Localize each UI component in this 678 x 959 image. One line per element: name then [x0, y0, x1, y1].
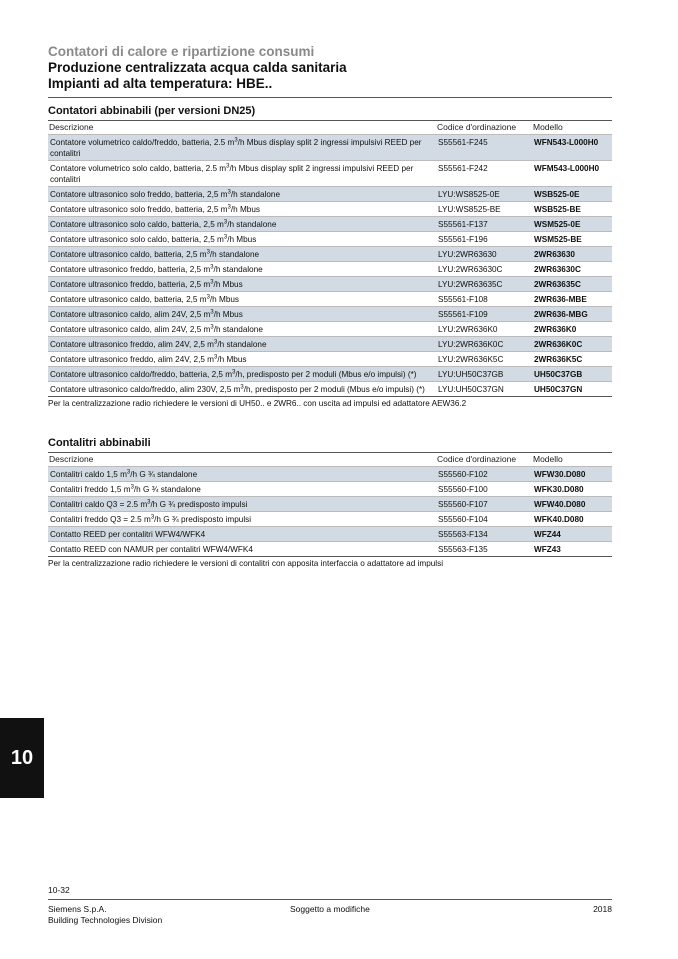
col-header-description: Descrizione [49, 454, 94, 464]
row-description: Contatto REED per contalitri WFW4/WFK4 [50, 529, 206, 539]
row-description: Contalitri freddo 1,5 $m^3/h$ G ¾ standalone [50, 483, 201, 494]
row-description: Contatore volumetrico caldo/freddo, batteria, 2.5 $m^3/h$ Mbus display split 2 ingressi impulsivi REED per contalitri [50, 136, 422, 158]
table-row [48, 511, 612, 526]
category-title: Contatori di calore e ripartizione consumi [48, 44, 315, 59]
row-model: WFZ44 [534, 529, 561, 539]
table-row [48, 276, 612, 291]
row-order-code: S55561-F137 [438, 219, 488, 229]
row-order-code: LYU:WS8525-BE [438, 204, 501, 214]
row-model: 2WR636K5C [534, 354, 583, 364]
row-model: WFW40.D080 [534, 499, 586, 509]
row-order-code: S55561-F196 [438, 234, 488, 244]
chapter-tab: 10 [0, 718, 44, 798]
row-description: Contatore volumetrico solo caldo, batteria, 2.5 $m^3/h$ Mbus display split 2 ingressi impulsivi REED per contalitri [50, 162, 414, 184]
row-order-code: S55561-F109 [438, 309, 488, 319]
section2-column-headers [48, 452, 612, 466]
table-row [48, 134, 612, 160]
table-row [48, 526, 612, 541]
row-model: 2WR63635C [534, 279, 581, 289]
section2-table [48, 466, 612, 556]
row-description: Contatore ultrasonico caldo, alim 24V, 2,5 $m^3/h$ Mbus [50, 308, 243, 319]
table-row [48, 496, 612, 511]
row-description: Contatore ultrasonico solo freddo, batteria, 2,5 $m^3/h$ Mbus [50, 203, 260, 214]
row-model: WFW30.D080 [534, 469, 586, 479]
section1-column-headers [48, 120, 612, 134]
table-row [48, 186, 612, 201]
table-row [48, 351, 612, 366]
table-row [48, 291, 612, 306]
row-description: Contatore ultrasonico freddo, batteria, 2,5 $m^3/h$ Mbus [50, 278, 243, 289]
row-model: WSB525-BE [534, 204, 581, 214]
footer-notice: Soggetto a modifiche [290, 904, 370, 914]
row-order-code: S55560-F104 [438, 514, 488, 524]
row-description: Contatore ultrasonico solo caldo, batteria, 2,5 $m^3/h$ standalone [50, 218, 277, 229]
col-header-description: Descrizione [49, 122, 94, 132]
row-description: Contalitri caldo Q3 = 2.5 $m^3/h$ G ¾ predisposto impulsi [50, 498, 248, 509]
section1-table [48, 134, 612, 396]
row-description: Contalitri caldo 1,5 $m^3/h$ G ¾ standalone [50, 468, 198, 479]
row-order-code: LYU:UH50C37GB [438, 369, 504, 379]
row-model: WFK30.D080 [534, 484, 584, 494]
table-row [48, 306, 612, 321]
page-title-line1: Produzione centralizzata acqua calda sanitaria [48, 60, 347, 75]
row-order-code: LYU:2WR63630 [438, 249, 497, 259]
row-description: Contatore ultrasonico solo freddo, batteria, 2,5 $m^3/h$ standalone [50, 188, 281, 199]
page-number: 10-32 [48, 885, 70, 895]
row-model: WFM543-L000H0 [534, 163, 600, 173]
table-row [48, 336, 612, 351]
row-order-code: LYU:2WR63635C [438, 279, 503, 289]
row-model: 2WR636-MBE [534, 294, 587, 304]
table-row [48, 216, 612, 231]
row-order-code: S55560-F102 [438, 469, 488, 479]
table-row [48, 381, 612, 396]
section1-title: Contatori abbinabili (per versioni DN25) [48, 105, 256, 117]
table-row [48, 321, 612, 336]
row-description: Contatore ultrasonico freddo, batteria, 2,5 $m^3/h$ standalone [50, 263, 263, 274]
table-row [48, 541, 612, 556]
table-row [48, 481, 612, 496]
row-model: WSM525-BE [534, 234, 582, 244]
row-model: UH50C37GN [534, 384, 583, 394]
row-description: Contatore ultrasonico caldo/freddo, alim 230V, 2,5 $m^3/h$, predisposto per 2 moduli (Mbus e/o impulsi) (*) [50, 383, 425, 394]
row-description: Contatore ultrasonico caldo, batteria, 2,5 $m^3/h$ Mbus [50, 293, 240, 304]
table-row [48, 231, 612, 246]
col-header-model: Modello [533, 454, 563, 464]
company-name: Siemens S.p.A. [48, 904, 107, 914]
row-description: Contatto REED con NAMUR per contalitri WFW4/WFK4 [50, 544, 253, 554]
row-description: Contatore ultrasonico freddo, alim 24V, 2,5 $m^3/h$ standalone [50, 338, 267, 349]
table-row [48, 261, 612, 276]
row-description: Contatore ultrasonico caldo, batteria, 2,5 $m^3/h$ standalone [50, 248, 260, 259]
row-model: 2WR63630C [534, 264, 581, 274]
footer-company [48, 904, 162, 926]
title-divider [48, 97, 612, 98]
division-name: Building Technologies Division [48, 915, 163, 925]
row-order-code: S55561-F108 [438, 294, 488, 304]
row-model: 2WR636-MBG [534, 309, 588, 319]
row-model: 2WR63630 [534, 249, 575, 259]
row-model: WFK40.D080 [534, 514, 584, 524]
table-row [48, 366, 612, 381]
row-order-code: LYU:2WR636K0C [438, 339, 504, 349]
row-model: WSB525-0E [534, 189, 580, 199]
page-content [48, 44, 612, 570]
row-model: UH50C37GB [534, 369, 583, 379]
table-row [48, 160, 612, 186]
row-description: Contalitri freddo Q3 = 2.5 $m^3/h$ G ¾ predisposto impulsi [50, 513, 252, 524]
row-description: Contatore ultrasonico solo caldo, batteria, 2,5 $m^3/h$ Mbus [50, 233, 257, 244]
section2-note: Per la centralizzazione radio richiedere le versioni di contalitri con apposita interfaccia o adattatore ad impulsi [48, 559, 444, 568]
row-description: Contatore ultrasonico caldo/freddo, batteria, 2,5 $m^3/h$, predisposto per 2 moduli (Mbus e/o impulsi) (*) [50, 368, 417, 379]
table-row [48, 466, 612, 481]
col-header-model: Modello [533, 122, 563, 132]
section1-note: Per la centralizzazione radio richiedere le versioni di UH50.. e 2WR6.. con uscita ad impulsi ed adattatore AEW36.2 [48, 399, 467, 408]
table-row [48, 201, 612, 216]
row-order-code: S55561-F245 [438, 137, 488, 147]
row-model: WFZ43 [534, 544, 561, 554]
row-order-code: LYU:WS8525-0E [438, 189, 500, 199]
row-model: 2WR636K0 [534, 324, 577, 334]
row-order-code: LYU:2WR636K0 [438, 324, 498, 334]
footer-divider [48, 899, 612, 900]
row-order-code: S55560-F107 [438, 499, 488, 509]
row-description: Contatore ultrasonico freddo, alim 24V, 2,5 $m^3/h$ Mbus [50, 353, 247, 364]
row-description: Contatore ultrasonico caldo, alim 24V, 2,5 $m^3/h$ standalone [50, 323, 263, 334]
row-model: 2WR636K0C [534, 339, 583, 349]
table-row [48, 246, 612, 261]
page-title-line2: Impianti ad alta temperatura: HBE.. [48, 76, 273, 91]
row-model: WSM525-0E [534, 219, 581, 229]
row-order-code: S55563-F135 [438, 544, 488, 554]
col-header-code: Codice d'ordinazione [437, 122, 517, 132]
row-order-code: S55561-F242 [438, 163, 488, 173]
row-order-code: S55560-F100 [438, 484, 488, 494]
row-model: WFN543-L000H0 [534, 137, 599, 147]
row-order-code: LYU:UH50C37GN [438, 384, 504, 394]
row-order-code: LYU:2WR63630C [438, 264, 503, 274]
col-header-code: Codice d'ordinazione [437, 454, 517, 464]
row-order-code: S55563-F134 [438, 529, 488, 539]
footer-year: 2018 [593, 904, 612, 914]
section2-title: Contalitri abbinabili [48, 437, 151, 449]
row-order-code: LYU:2WR636K5C [438, 354, 504, 364]
